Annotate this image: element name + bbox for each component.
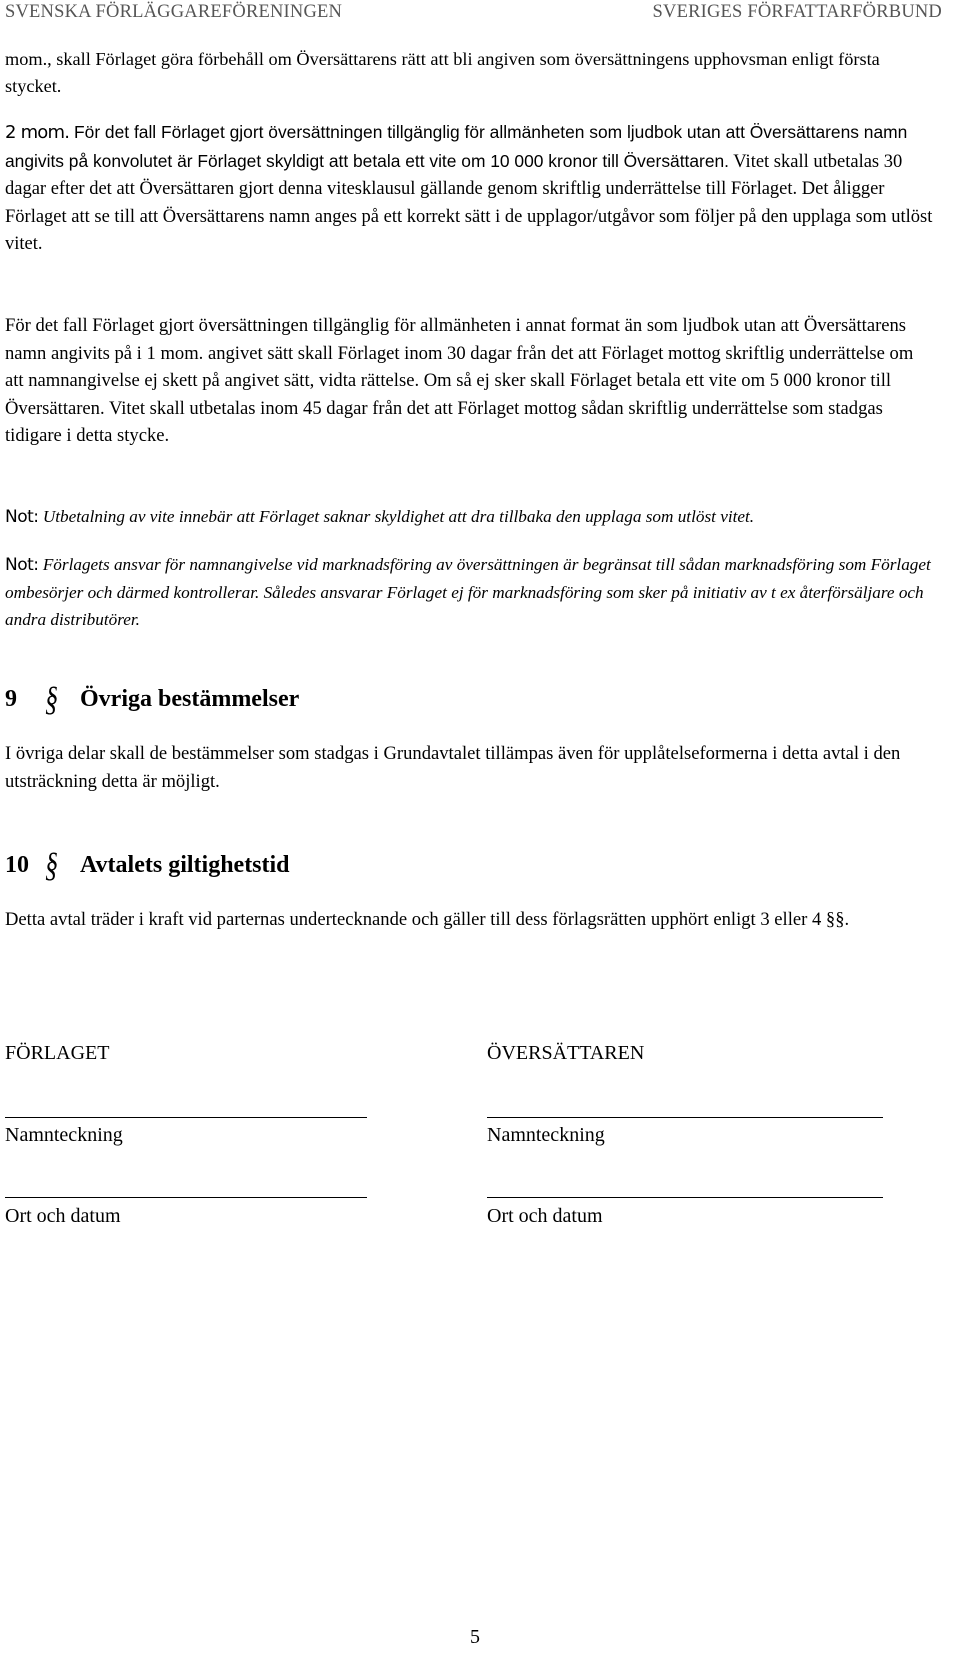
publisher-signature-line [5, 1117, 367, 1118]
mom2-text-part1: För det fall Förlaget gjort översättningen tillgänglig för allmänheten som ljudbok utan att Översättarens namn angivits på konvolutet är Förlaget skyldigt att betala ett vite om 10 000 kronor till Översättaren. [5, 122, 908, 171]
section-10-title: Avtalets giltighetstid [80, 851, 290, 878]
mom2-label: 2 mom. [5, 122, 70, 143]
translator-place-date-line [487, 1197, 883, 1198]
note-2-text: Förlagets ansvar för namnangivelse vid marknadsföring av översättningen är begränsat till sådan marknadsföring som Förlaget ombesörjer och därmed kontrollerar. Således ansvarar Förlaget ej för marknadsföring som sker på initiativ av t ex återförsäljare och andra distributörer. [5, 555, 931, 629]
mom2-paragraph [5, 119, 935, 259]
header-right-org: SVERIGES FÖRFATTARFÖRBUND [652, 2, 942, 22]
note-2 [5, 551, 935, 633]
publisher-place-date-label: Ort och datum [5, 1205, 121, 1227]
section-10-heading [5, 845, 290, 885]
section-10-number: 10 [5, 851, 29, 878]
publisher-signature-label: Namnteckning [5, 1124, 123, 1146]
publisher-party-label: FÖRLAGET [5, 1042, 110, 1064]
section-9-number: 9 [5, 685, 17, 712]
translator-signature-label: Namnteckning [487, 1124, 605, 1146]
section-10-body: Detta avtal träder i kraft vid parternas undertecknande och gäller till dess förlagsrätten upphört enligt 3 eller 4 §§. [5, 909, 850, 930]
page-header [0, 0, 942, 30]
note-1-text: Utbetalning av vite innebär att Förlaget saknar skyldighet att dra tillbaka den upplaga som utlöst vitet. [38, 507, 755, 526]
mom2-text-part2: Vitet skall utbetalas 30 dagar efter det att Översättaren gjort denna vitesklausul gällande genom skriftlig underrättelse till Förlaget. Det åligger Förlaget att se till att Översättarens namn anges på ett korrekt sätt i de upplagor/utgåvor som följer på den upplaga som utlöst vitet. [5, 151, 933, 254]
other-format-paragraph: För det fall Förlaget gjort översättningen tillgänglig för allmänheten i annat format än som ljudbok utan att Översättarens namn angivits på i 1 mom. angivet sätt skall Förlaget inom 30 dagar från det att Förlaget mottog skriftlig underrättelse om att namnangivelse ej skett på angivet sätt, vidta rättelse. Om så ej sker skall Förlaget betala ett vite om 5 000 kronor till Översättaren. Vitet skall utbetalas inom 45 dagar från det att Förlaget mottog sådan skriftlig underrättelse som stadgas tidigare i detta stycke. [5, 315, 914, 446]
section-sign: § [45, 678, 58, 718]
section-9-body: I övriga delar skall de bestämmelser som stadgas i Grundavtalet tillämpas även för upplåtelseformerna i detta avtal i den utsträckning detta är möjligt. [5, 743, 901, 792]
translator-place-date-label: Ort och datum [487, 1205, 603, 1227]
note-2-label: Not: [5, 555, 39, 575]
section-9-title: Övriga bestämmelser [80, 685, 300, 712]
intro-paragraph: mom., skall Förlaget göra förbehåll om Översättarens rätt att bli angiven som översättningens upphovsman enligt första stycket. [5, 49, 880, 96]
note-1-label: Not: [5, 507, 39, 527]
translator-party-label: ÖVERSÄTTAREN [487, 1042, 645, 1064]
section-9-heading [5, 679, 299, 719]
section-sign: § [45, 844, 58, 884]
translator-signature-line [487, 1117, 883, 1118]
page-number: 5 [470, 1626, 480, 1648]
header-left-org: SVENSKA FÖRLÄGGAREFÖRENINGEN [5, 2, 343, 22]
note-1 [5, 503, 935, 531]
publisher-place-date-line [5, 1197, 367, 1198]
